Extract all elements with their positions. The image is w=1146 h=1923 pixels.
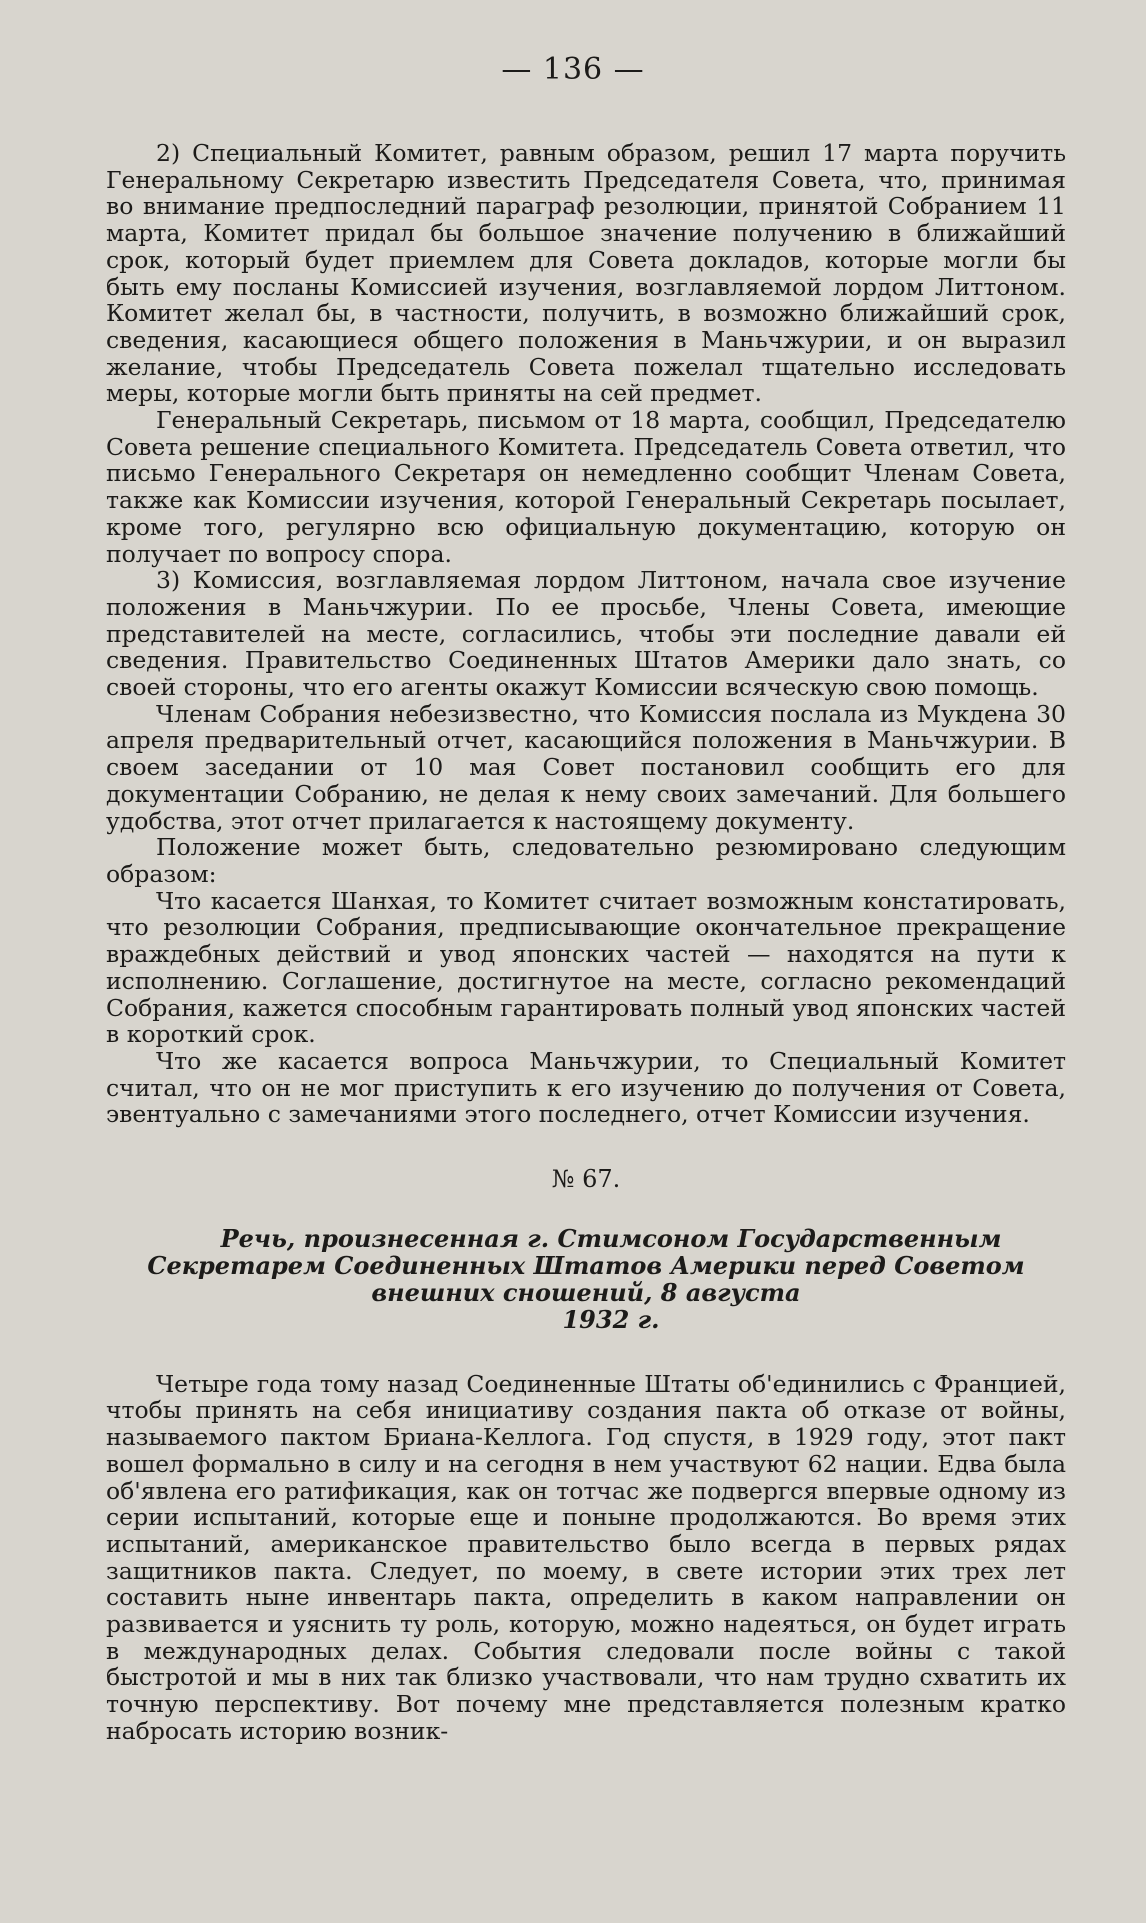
document-heading-year: 1932 г. — [562, 1304, 660, 1334]
page-number: — 136 — — [501, 52, 645, 87]
paragraph: 3) Комиссия, возглавляемая лордом Литтоном, начала свое изучение положения в Маньчжурии. По ее просьбе, Члены Совета, имеющие представителей на месте, согласились, чтобы эти последние давали ей сведения. Правительство Соединенных Штатов Америки дало знать, со своей стороны, что его агенты окажут Комиссии всяческую свою помощь. — [106, 566, 1066, 702]
paragraph: 2) Специальный Комитет, равным образом, решил 17 марта поручить Генеральному Секретарю известить Председателя Совета, что, принимая во внимание предпоследний параграф резолюции, принятой Собранием 11 марта, Комитет придал бы большое значение получению в ближайший срок, который будет приемлем для Совета докладов, которые могли бы быть ему посланы Комиссией изучения, возглавляемой лордом Литтоном. Комитет желал бы, в частности, получить, в возможно ближайший срок, сведения, касающиеся общего положения в Маньчжурии, и он выразил желание, чтобы Председатель Совета пожелал тщательно исследовать меры, которые могли быть приняты на сей предмет. — [106, 139, 1066, 408]
paragraph: Положение может быть, следовательно резюмировано следующим образом: — [106, 833, 1066, 888]
paragraph: Членам Собрания небезизвестно, что Комиссия послала из Мукдена 30 апреля предварительный отчет, касающийся положения в Маньчжурии. В своем заседании от 10 мая Совет постановил сообщить его для документации Собранию, не делая к нему своих замечаний. Для большего удобства, этот отчет прилагается к настоящему документу. — [106, 699, 1066, 835]
paragraph: Что касается Шанхая, то Комитет считает возможным констатировать, что резолюции Собрания, предписывающие окончательное прекращение враждебных действий и увод японских частей — находятся на пути к исполнению. Соглашение, достигнутое на месте, согласно рекомендаций Собрания, кажется способным гарантировать полный увод японских частей в короткий срок. — [106, 886, 1066, 1049]
paragraph: Четыре года тому назад Соединенные Штаты об'единились с Францией, чтобы принять на себя инициативу создания пакта об отказе от войны, называемого пактом Бриана-Келлога. Год спустя, в 1929 году, этот пакт вошел формально в силу и на сегодня в нем участвуют 62 нации. Едва была об'явлена его ратификация, как он тотчас же подвергся впервые одному из серии испытаний, которые еще и поныне продолжаются. Во время этих испытаний, американское правительство было всегда в первых рядах защитников пакта. Следует, по моему, в свете истории этих трех лет составить ныне инвентарь пакта, определить в каком направлении он развивается и уяснить ту роль, которую, можно надеяться, он будет играть в международных делах. События следовали после войны с такой быстротой и мы в них так близко участвовали, что нам трудно схватить их точную перспективу. Вот почему мне представляется полезным кратко набросать историю возник- — [106, 1369, 1066, 1745]
document-heading-title: Речь, произнесенная г. Стимсоном Государственным Секретарем Соединенных Штатов Америки перед Советом внешних сношений, 8 августа — [147, 1223, 1025, 1307]
paragraph: Что же касается вопроса Маньчжурии, то Специальный Комитет считал, что он не мог приступить к его изучению до получения от Совета, эвентуально с замечаниями этого последнего, отчет Комиссии изучения. — [106, 1046, 1066, 1129]
paragraph: Генеральный Секретарь, письмом от 18 марта, сообщил, Председателю Совета решение специального Комитета. Председатель Совета ответил, что письмо Генерального Секретаря он немедленно сообщит Членам Совета, также как Комиссии изучения, которой Генеральный Секретарь посылает, кроме того, регулярно всю официальную документацию, которую он получает по вопросу спора. — [106, 406, 1066, 568]
document-heading — [106, 1225, 1066, 1333]
document-number: № 67. — [551, 1165, 621, 1194]
body-text — [106, 140, 1066, 1745]
